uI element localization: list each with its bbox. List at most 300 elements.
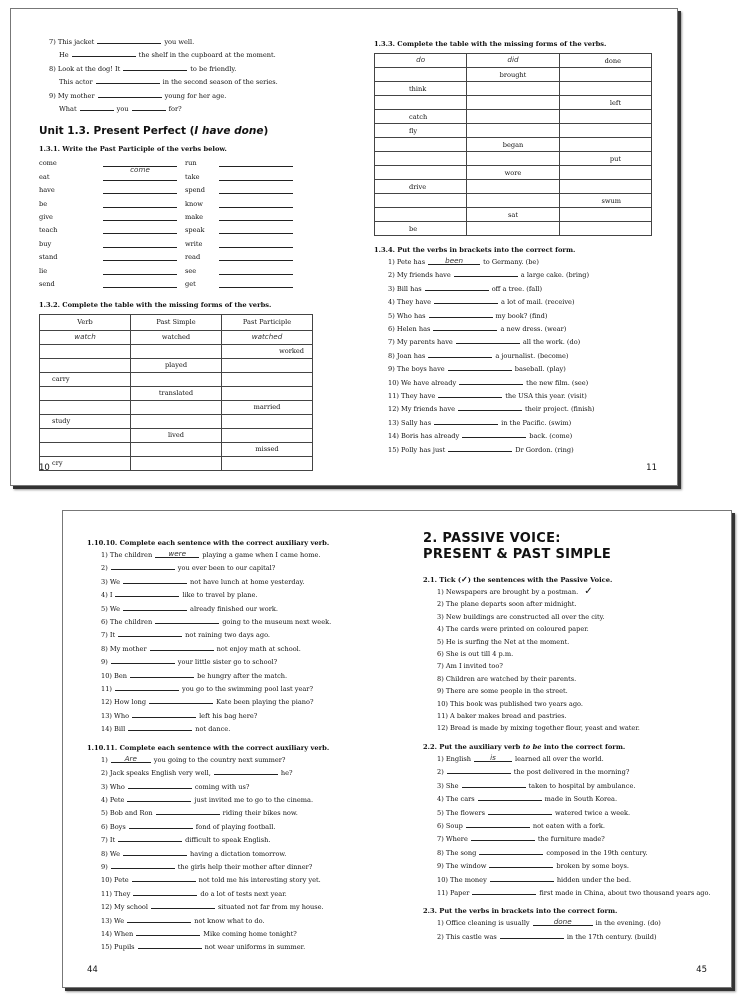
item-text: you go to the swimming pool last year?	[181, 685, 313, 694]
table-cell[interactable]	[559, 138, 651, 152]
item-text: the new film. (see)	[526, 378, 589, 387]
answer-blank[interactable]	[103, 266, 177, 275]
verb-label: make	[185, 213, 204, 222]
table-cell[interactable]	[40, 344, 131, 358]
table-cell[interactable]	[467, 96, 559, 110]
exercise-item	[423, 792, 707, 805]
item-text: 4) The cards were printed on coloured paper.	[437, 625, 589, 634]
exercise-item[interactable]	[423, 673, 707, 685]
table-cell[interactable]	[40, 442, 131, 456]
cell-text: married	[253, 403, 281, 411]
item-text: 2) My friends have	[388, 271, 451, 280]
answer-blank[interactable]	[123, 62, 187, 71]
exercise-item	[374, 429, 657, 442]
answer-blank[interactable]	[474, 753, 512, 762]
table-cell[interactable]	[40, 400, 131, 414]
item-text: 5) The flowers	[437, 808, 485, 817]
item-text: 6) Boys	[101, 822, 126, 831]
answer-blank[interactable]	[500, 930, 564, 939]
answer-blank[interactable]	[132, 709, 196, 718]
table-cell	[131, 386, 222, 400]
answer-blank[interactable]	[129, 820, 193, 829]
answer-blank[interactable]	[132, 873, 196, 882]
answer-blank[interactable]	[478, 792, 542, 801]
answer-blank[interactable]	[219, 239, 293, 248]
item-text: 6) Helen has	[388, 325, 431, 334]
exercise-item	[87, 602, 357, 615]
answer-blank[interactable]	[115, 682, 179, 691]
exercise-item	[374, 416, 657, 429]
table-cell[interactable]	[131, 456, 222, 470]
item-text: 12) My friends have	[388, 405, 455, 414]
verb-label: see	[185, 266, 197, 275]
answer-blank[interactable]	[466, 819, 530, 828]
verb-forms-table-1-3-2	[39, 314, 313, 471]
table-cell[interactable]	[467, 124, 559, 138]
item-text: Kate been playing the piano?	[216, 698, 314, 707]
table-cell[interactable]	[467, 82, 559, 96]
exercise-item	[374, 443, 657, 456]
answer-blank[interactable]	[433, 322, 497, 331]
answer-blank[interactable]	[103, 279, 177, 288]
exercise-1-3-3-title: 1.3.3. Complete the table with the missing forms of the verbs.	[374, 40, 607, 48]
answer-blank[interactable]	[428, 349, 492, 358]
answer-blank[interactable]	[428, 256, 480, 265]
item-text: 9) My mother	[49, 91, 95, 100]
exercise-1-10-10-title: 1.10.10. Complete each sentence with the correct auxiliary verb.	[87, 539, 330, 547]
answer-blank[interactable]	[533, 917, 593, 926]
item-text: 12) Bread is made by mixing together flour, yeast and water.	[437, 724, 640, 733]
item-text: 1) English	[437, 754, 471, 763]
table-cell[interactable]	[40, 428, 131, 442]
answer-blank[interactable]	[123, 847, 187, 856]
item-text: 11) They have	[388, 392, 436, 401]
verb-label: come	[39, 159, 57, 168]
item-text: 4) Pete	[101, 795, 125, 804]
answer-blank[interactable]	[219, 252, 293, 261]
exercise-item	[423, 819, 707, 832]
verb-label: take	[185, 172, 200, 181]
table-cell[interactable]	[375, 166, 467, 180]
table-cell	[131, 428, 222, 442]
answer-blank[interactable]	[103, 239, 177, 248]
exercise-item[interactable]	[423, 722, 707, 734]
answer-blank[interactable]	[456, 335, 520, 344]
answer-blank[interactable]	[219, 279, 293, 288]
answer-blank[interactable]	[458, 402, 522, 411]
exercise-2-3-title: 2.3. Put the verbs in brackets into the correct form.	[423, 907, 618, 916]
table-cell[interactable]	[467, 180, 559, 194]
table-cell[interactable]	[559, 124, 651, 138]
answer-blank[interactable]	[103, 225, 177, 234]
exercise-item	[87, 722, 357, 735]
exercise-item	[87, 561, 357, 574]
item-text: 1) Office cleaning is usually	[437, 919, 530, 928]
cell-text: played	[164, 361, 188, 369]
item-text: 11) Paper	[437, 888, 470, 897]
answer-blank[interactable]	[155, 549, 199, 558]
item-text: a journalist. (become)	[495, 351, 569, 360]
table-cell[interactable]	[559, 208, 651, 222]
exercise-item	[87, 695, 357, 708]
table-cell[interactable]	[222, 386, 313, 400]
answer-blank[interactable]	[219, 266, 293, 275]
cell-text: drive	[409, 182, 427, 191]
answer-blank[interactable]	[150, 642, 214, 651]
item-text: 13) We	[101, 916, 125, 925]
exercise-1-3-1-title: 1.3.1. Write the Past Participle of the verbs below.	[39, 145, 227, 154]
table-cell[interactable]	[40, 358, 131, 372]
table-cell	[40, 456, 131, 470]
table-cell	[559, 194, 651, 208]
table-cell[interactable]	[467, 110, 559, 124]
answer-blank[interactable]	[72, 48, 136, 57]
table-cell	[559, 152, 651, 166]
exercise-item	[39, 48, 317, 61]
answer-blank[interactable]	[98, 89, 162, 98]
exercise-item	[39, 35, 317, 48]
table-cell[interactable]	[559, 82, 651, 96]
exercise-item	[374, 389, 657, 402]
exercise-item	[423, 806, 707, 819]
table-cell[interactable]	[375, 138, 467, 152]
verb-label: lie	[39, 266, 48, 275]
exercise-item[interactable]	[423, 710, 707, 722]
cell-text: missed	[255, 445, 279, 453]
table-row	[40, 386, 313, 400]
answer-blank[interactable]	[103, 185, 177, 194]
item-text: 2)	[101, 564, 108, 573]
answer-blank[interactable]	[96, 75, 160, 84]
item-text: you well.	[164, 38, 195, 46]
cell-text: put	[609, 154, 621, 163]
verb-label: speak	[185, 226, 205, 235]
item-text: not know what to do.	[194, 916, 265, 925]
answer-blank[interactable]	[219, 172, 293, 181]
exercise-1-3-4-title: 1.3.4. Put the verbs in brackets into the correct form.	[374, 246, 576, 254]
table-cell	[131, 358, 222, 372]
item-text: 4) The cars	[437, 795, 475, 804]
answer-blank[interactable]	[448, 362, 512, 371]
table-row	[375, 110, 652, 124]
item-text: 15) Pupils	[101, 943, 135, 952]
item-text: 8) Joan has	[388, 351, 426, 360]
item-text: 10) We have already	[388, 378, 457, 387]
answer-blank[interactable]	[462, 429, 526, 438]
answer-blank[interactable]	[127, 914, 191, 923]
exercise-item	[374, 309, 657, 322]
table-row	[375, 54, 652, 68]
exercise-item	[423, 930, 707, 943]
exercise-item	[39, 102, 317, 115]
exercise-item	[87, 575, 357, 588]
answer-blank[interactable]	[123, 575, 187, 584]
tick-icon: ✓	[584, 586, 593, 597]
cell-text: watched	[251, 331, 283, 341]
table-cell[interactable]	[131, 344, 222, 358]
exercise-item	[423, 873, 707, 886]
exercise-item[interactable]	[423, 598, 707, 610]
answer-blank[interactable]	[111, 860, 175, 869]
exercise-item	[374, 402, 657, 415]
exercise-item[interactable]	[423, 660, 707, 672]
table-cell[interactable]	[131, 442, 222, 456]
exercise-item[interactable]	[423, 685, 707, 697]
cell-text: do	[416, 55, 426, 64]
item-text: to be friendly.	[190, 64, 237, 73]
item-text: not have lunch at home yesterday.	[190, 577, 305, 586]
answer-blank[interactable]	[219, 199, 293, 208]
item-text: 12) How long	[101, 698, 147, 707]
verb-label: have	[39, 186, 55, 195]
item-text: 3) Bill has	[388, 284, 422, 293]
answer-blank[interactable]	[488, 806, 552, 815]
item-text: Dr Gordon. (ring)	[515, 445, 574, 454]
answer-blank[interactable]	[471, 832, 535, 841]
answer-blank[interactable]	[489, 859, 553, 868]
item-text: 14) Boris has already	[388, 432, 460, 441]
answer-blank[interactable]	[128, 722, 192, 731]
table-row	[375, 96, 652, 110]
answer-blank[interactable]	[219, 225, 293, 234]
exercise-item	[374, 349, 657, 362]
table-cell[interactable]	[131, 414, 222, 428]
table-cell[interactable]	[559, 180, 651, 194]
item-text: 13) Who	[101, 711, 130, 720]
table-cell[interactable]	[375, 68, 467, 82]
exercise-item[interactable]	[423, 586, 707, 598]
cell-text: carry	[52, 375, 70, 383]
table-cell	[40, 372, 131, 386]
answer-blank[interactable]	[434, 416, 498, 425]
item-text: 1) Newspapers are brought by a postman.	[437, 588, 579, 596]
exercise-item	[87, 642, 357, 655]
verb-label: write	[185, 239, 203, 248]
item-text: 9) The boys have	[388, 365, 445, 374]
exercise-item[interactable]	[423, 648, 707, 660]
answer-blank[interactable]	[219, 158, 293, 167]
table-cell[interactable]	[559, 68, 651, 82]
answer-blank[interactable]	[219, 185, 293, 194]
table-cell[interactable]	[131, 372, 222, 386]
answer-blank[interactable]	[149, 695, 213, 704]
table-cell	[375, 124, 467, 138]
item-text: 5) Who has	[388, 311, 426, 320]
exercise-item	[87, 682, 357, 695]
item-text: Mike coming home tonight?	[203, 929, 297, 938]
verb-label: stand	[39, 253, 58, 262]
cell-text: wore	[504, 168, 522, 177]
item-text: 8) Look at the dog! It	[49, 64, 121, 73]
answer-blank[interactable]	[156, 806, 220, 815]
answer-blank[interactable]	[111, 655, 175, 664]
table-cell[interactable]	[131, 400, 222, 414]
table-cell[interactable]	[467, 194, 559, 208]
item-text: not enjoy math at school.	[216, 644, 301, 653]
answer-blank[interactable]	[219, 212, 293, 221]
item-text: the shelf in the cupboard at the moment.	[138, 51, 276, 60]
item-text: difficult to speak English.	[185, 836, 271, 845]
exercise-item[interactable]	[423, 698, 707, 710]
answer-blank[interactable]	[118, 628, 182, 637]
answer-blank[interactable]	[103, 158, 177, 175]
exercise-item	[374, 282, 657, 295]
exercise-item[interactable]	[423, 611, 707, 623]
answer-blank[interactable]	[462, 779, 526, 788]
table-cell[interactable]	[222, 456, 313, 470]
answer-blank[interactable]	[447, 765, 511, 774]
exercise-item	[87, 655, 357, 668]
answer-blank[interactable]	[138, 940, 202, 949]
answer-blank[interactable]	[115, 588, 179, 597]
answer-blank[interactable]	[103, 199, 177, 208]
answer-blank[interactable]	[155, 615, 219, 624]
table-cell[interactable]	[222, 414, 313, 428]
answer-blank[interactable]	[133, 887, 197, 896]
item-text: 3) She	[437, 781, 459, 790]
item-text: in the Pacific. (swim)	[501, 418, 572, 427]
handwritten-answer: Are	[124, 753, 137, 763]
exercise-item	[374, 256, 657, 268]
item-text: my book? (find)	[495, 311, 548, 320]
item-text: not wear uniforms in summer.	[204, 943, 306, 952]
item-text: 11) A baker makes bread and pastries.	[437, 712, 567, 721]
cell-text: left	[609, 98, 621, 107]
continued-exercise	[39, 35, 317, 115]
exercise-item	[87, 927, 357, 940]
item-text: riding their bikes now.	[222, 809, 298, 818]
item-text: 5) He is surfing the Net at the moment.	[437, 637, 570, 646]
handwritten-answer: were	[168, 549, 187, 558]
table-cell[interactable]	[222, 358, 313, 372]
table-cell	[467, 68, 559, 82]
table-cell[interactable]	[559, 110, 651, 124]
table-cell	[375, 180, 467, 194]
past-participle-grid	[39, 157, 317, 290]
table-cell	[467, 54, 559, 68]
book-spread-pages-10-11	[10, 8, 678, 486]
answer-blank[interactable]	[448, 443, 512, 452]
answer-blank[interactable]	[123, 602, 187, 611]
table-cell[interactable]	[375, 96, 467, 110]
exercise-item	[374, 335, 657, 348]
handwritten-answer: is	[490, 752, 496, 762]
answer-blank[interactable]	[127, 793, 191, 802]
exercise-item[interactable]	[423, 636, 707, 648]
exercise-item	[39, 89, 317, 102]
item-text: 3) We	[101, 577, 121, 586]
cell-text: did	[507, 55, 519, 64]
item-text: going to the museum next week.	[222, 618, 332, 627]
answer-blank[interactable]	[454, 268, 518, 277]
table-cell[interactable]	[375, 152, 467, 166]
table-cell[interactable]	[40, 386, 131, 400]
answer-blank[interactable]	[459, 376, 523, 385]
table-cell[interactable]	[375, 194, 467, 208]
exercise-item	[423, 859, 707, 872]
table-cell[interactable]	[222, 372, 313, 386]
item-text: 7) This jacket	[49, 38, 95, 46]
item-text: the furniture made?	[537, 835, 605, 844]
exercise-item	[87, 588, 357, 601]
table-cell[interactable]	[467, 222, 559, 236]
answer-blank[interactable]	[490, 873, 554, 882]
item-text: 1) The children	[101, 551, 153, 559]
cell-text: think	[409, 84, 427, 93]
table-cell[interactable]	[559, 222, 651, 236]
answer-blank[interactable]	[429, 309, 493, 318]
answer-blank[interactable]	[479, 846, 543, 855]
exercise-item	[423, 779, 707, 792]
answer-blank[interactable]	[438, 389, 502, 398]
answer-blank[interactable]	[472, 886, 536, 895]
exercise-item	[423, 832, 707, 845]
answer-blank[interactable]	[103, 212, 177, 221]
item-text: 7) It	[101, 631, 116, 640]
table-cell	[559, 96, 651, 110]
answer-blank[interactable]	[130, 669, 194, 678]
exercise-item	[87, 914, 357, 927]
item-text: situated not far from my house.	[218, 903, 324, 912]
item-text: in the second season of the series.	[162, 78, 278, 87]
item-text: 1)	[101, 755, 108, 764]
table-row	[40, 456, 313, 470]
item-text: back. (come)	[529, 432, 573, 441]
answer-blank[interactable]	[128, 780, 192, 789]
item-text: 2) This castle was	[437, 932, 497, 941]
answer-blank[interactable]	[136, 927, 200, 936]
item-text: 8) Children are watched by their parents.	[437, 674, 577, 683]
exercise-item	[374, 362, 657, 375]
item-text: 14) Bill	[101, 725, 126, 734]
answer-blank[interactable]	[97, 35, 161, 44]
answer-blank[interactable]	[151, 900, 215, 909]
table-row	[375, 208, 652, 222]
unit-title: Unit 1.3. Present Perfect (I have done)	[39, 125, 269, 138]
answer-blank[interactable]	[434, 295, 498, 304]
table-cell[interactable]	[559, 166, 651, 180]
answer-blank[interactable]	[111, 754, 151, 763]
answer-blank[interactable]	[118, 833, 182, 842]
table-row	[40, 400, 313, 414]
exercise-item	[87, 860, 357, 873]
answer-blank[interactable]	[425, 282, 489, 291]
answer-blank[interactable]	[111, 561, 175, 570]
item-text: 11)	[101, 685, 112, 694]
answer-blank[interactable]	[103, 252, 177, 261]
exercise-item	[374, 376, 657, 389]
item-text: 8) We	[101, 849, 121, 858]
exercise-item	[87, 806, 357, 819]
exercise-item	[87, 833, 357, 846]
exercise-item[interactable]	[423, 623, 707, 635]
table-cell[interactable]	[375, 208, 467, 222]
answer-blank[interactable]	[214, 766, 278, 775]
item-text: you	[116, 105, 129, 114]
answer-blank[interactable]	[80, 102, 114, 111]
item-text: in the evening. (do)	[595, 919, 661, 928]
item-text: 4) I	[101, 591, 113, 600]
answer-blank[interactable]	[132, 102, 166, 111]
item-text: 6) Soup	[437, 821, 463, 830]
item-text: do a lot of tests next year.	[200, 889, 287, 898]
page-10	[39, 9, 317, 485]
table-cell[interactable]	[222, 428, 313, 442]
page-number: 10	[39, 463, 50, 473]
table-cell[interactable]	[467, 152, 559, 166]
cell-text: watch	[74, 331, 96, 341]
cell-text: swum	[601, 196, 621, 205]
